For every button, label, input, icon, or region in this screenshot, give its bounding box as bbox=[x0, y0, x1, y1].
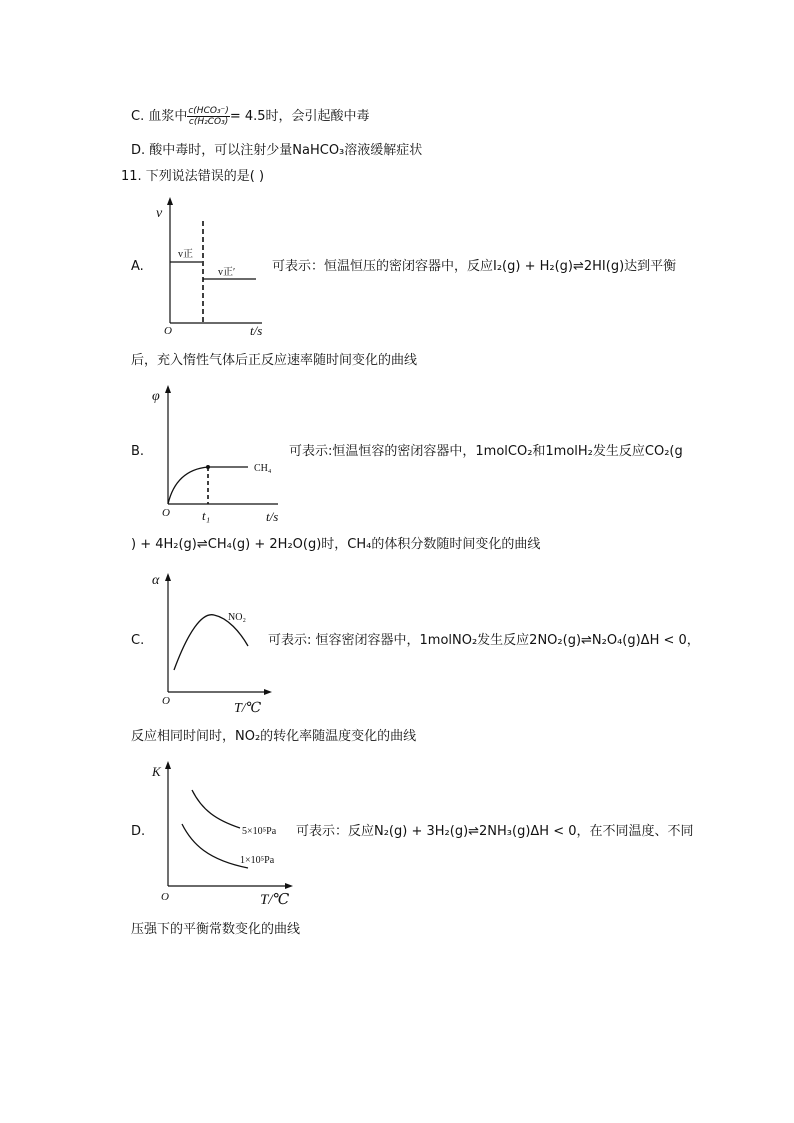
option-c-desc-2: 反应相同时间时，NO₂的转化率随温度变化的曲线 bbox=[131, 729, 417, 744]
graph-b-y-arrow bbox=[165, 385, 171, 393]
graph-d-x-arrow bbox=[285, 883, 293, 889]
option-a-desc-2: 后，充入惰性气体后正反应速率随时间变化的曲线 bbox=[131, 353, 418, 368]
option-c-desc-1: 可表示: 恒容密闭容器中，1molNO₂发生反应2NO₂(g)⇌N₂O₄(g)ΔH < 0， bbox=[268, 633, 700, 648]
option-b-desc-1: 可表示:恒温恒容的密闭容器中，1molCO₂和1molH₂发生反应CO₂(g bbox=[289, 444, 683, 459]
option-d-prev: D. 酸中毒时，可以注射少量NaHCO₃溶液缓解症状 bbox=[131, 143, 423, 158]
option-b-desc-2: ) + 4H₂(g)⇌CH₄(g) + 2H₂O(g)时，CH₄的体积分数随时间变化的曲线 bbox=[131, 537, 541, 552]
graph-b-x-label: t/s bbox=[266, 509, 279, 524]
option-d-letter: D. bbox=[131, 824, 146, 839]
graph-d bbox=[148, 758, 298, 908]
graph-d-curve-2-label: 1×10⁵Pa bbox=[240, 855, 275, 866]
graph-c-y-label: α bbox=[152, 573, 160, 588]
graph-d-origin: O bbox=[161, 891, 169, 903]
graph-b-tick: t₁ bbox=[202, 508, 211, 523]
option-c-prev bbox=[131, 106, 370, 127]
graph-d-curve-1 bbox=[192, 790, 240, 828]
option-a-letter: A. bbox=[131, 259, 144, 274]
option-c-letter: C. bbox=[131, 633, 145, 648]
graph-b-origin: O bbox=[162, 507, 170, 519]
graph-a-y-label: v bbox=[156, 206, 163, 221]
graph-c-curve-label: NO₂ bbox=[228, 612, 246, 623]
fraction-denominator: c(H₂CO₃) bbox=[188, 117, 229, 127]
graph-b-y-label: φ bbox=[152, 389, 160, 404]
graph-c bbox=[150, 570, 275, 715]
graph-d-y-arrow bbox=[165, 761, 171, 769]
graph-a-origin: O bbox=[164, 325, 172, 335]
option-d-desc-1: 可表示：反应N₂(g) + 3H₂(g)⇌2NH₃(g)ΔH < 0，在不同温度、不同 bbox=[296, 824, 694, 839]
option-c-prev-suffix: = 4.5时，会引起酸中毒 bbox=[229, 109, 370, 124]
graph-a-line1-label: v正 bbox=[178, 249, 193, 260]
fraction-numerator: c(HCO₃⁻) bbox=[188, 106, 229, 116]
graph-a-y-arrow bbox=[167, 197, 173, 205]
graph-d-curve-1-label: 5×10⁵Pa bbox=[242, 826, 277, 837]
graph-d-y-label: K bbox=[152, 764, 161, 779]
graph-b bbox=[148, 382, 288, 527]
option-a-desc-1: 可表示：恒温恒压的密闭容器中，反应I₂(g) + H₂(g)⇌2HI(g)达到平衡 bbox=[272, 259, 677, 274]
graph-c-x-arrow bbox=[264, 689, 272, 695]
graph-a-line2-label: v正′ bbox=[218, 267, 236, 278]
graph-a bbox=[150, 195, 270, 335]
option-d-desc-2: 压强下的平衡常数变化的曲线 bbox=[131, 922, 301, 937]
graph-c-origin: O bbox=[162, 695, 170, 707]
graph-d-curve-2 bbox=[182, 824, 248, 868]
graph-b-curve-label: CH₄ bbox=[254, 463, 272, 474]
graph-a-x-label: t/s bbox=[250, 323, 263, 335]
graph-c-y-arrow bbox=[165, 573, 171, 581]
graph-c-x-label: T/℃ bbox=[234, 701, 262, 715]
graph-d-x-label: T/℃ bbox=[260, 892, 290, 908]
ratio-fraction bbox=[187, 106, 229, 127]
option-b-letter: B. bbox=[131, 444, 145, 459]
question-11: 11. 下列说法错误的是( ) bbox=[121, 169, 265, 184]
option-c-prev-prefix: C. 血浆中 bbox=[131, 109, 188, 124]
